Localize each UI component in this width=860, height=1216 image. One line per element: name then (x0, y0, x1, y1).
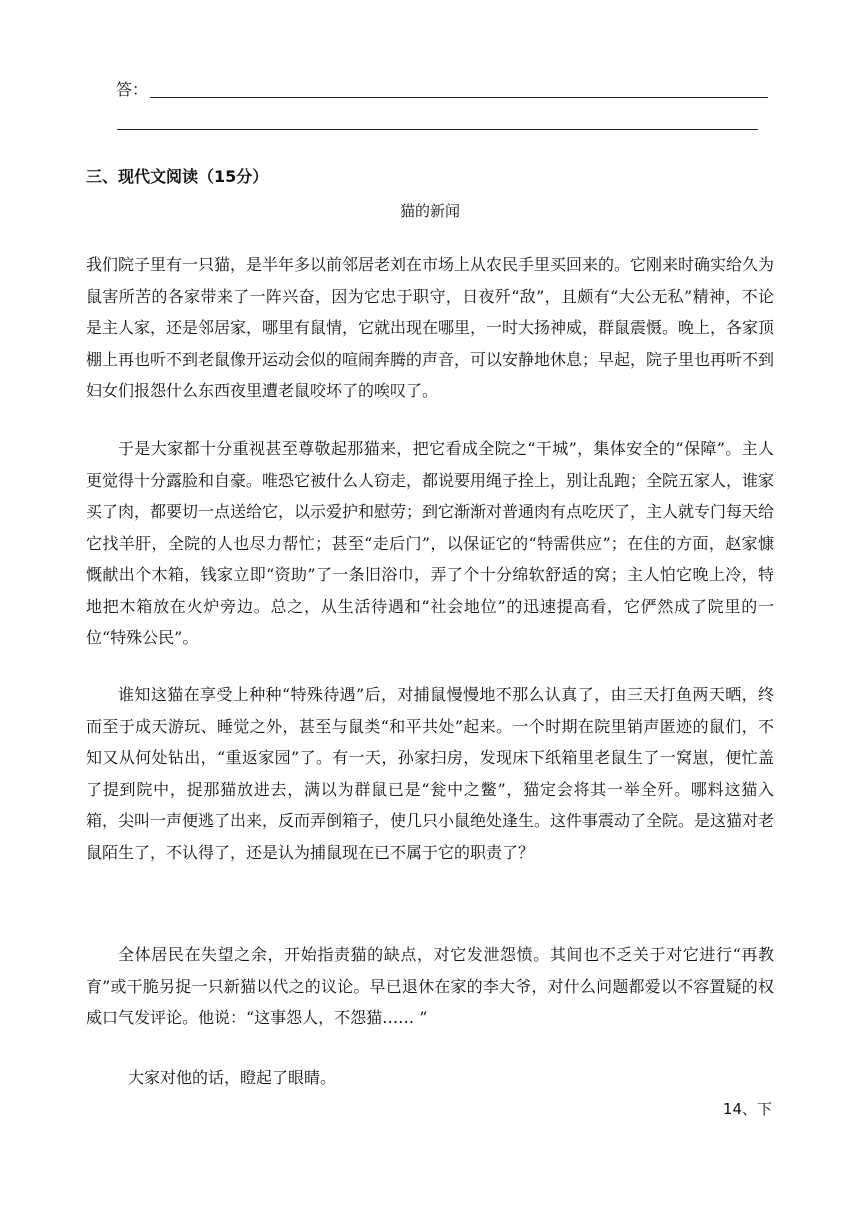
article-paragraph-4: 全体居民在失望之余，开始指责猫的缺点，对它发泄怨愤。其间也不乏关于对它进行“再教育”或干脆另捉一只新猫以代之的议论。早已退休在家的李大爷，对什么问题都爱以不容置疑的权威口气发评论。他说：“这事怨人，不怨猫…… ” (86, 945, 774, 1027)
article-paragraph-5: 大家对他的话，瞪起了眼睛。 (128, 1068, 337, 1087)
answer-line[interactable] (150, 97, 768, 98)
section-heading: 三、现代文阅读（15分） (86, 167, 269, 186)
answer-label: 答： (116, 80, 149, 99)
article-paragraph-3: 谁知这猫在享受上种种“特殊待遇”后，对捕鼠慢慢地不那么认真了，由三天打鱼两天晒，终而至于成天游玩、睡觉之外，甚至与鼠类“和平共处”起来。一个时期在院里销声匿迹的鼠们，不知又从何处钻出，“重返家园”了。有一天，孙家扫房，发现床下纸箱里老鼠生了一窝崽，便忙盖了提到院中，捉那猫放进去，满以为群鼠已是“瓮中之鳖”，猫定会将其一举全歼。哪料这猫入箱，尖叫一声便逃了出来，反而弄倒箱子，使几只小鼠绝处逢生。这件事震动了全院。是这猫对老鼠陌生了，不认得了，还是认为捕鼠现在已不属于它的职责了？ (86, 685, 775, 862)
article-paragraph-2: 于是大家都十分重视甚至尊敬起那猫来，把它看成全院之“干城”，集体安全的“保障”。主人更觉得十分露脸和自豪。唯恐它被什么人窃走，都说要用绳子拴上，别让乱跑；全院五家人，谁家买了肉，都要切一点送给它，以示爱护和慰劳；到它渐渐对普通肉有点吃厌了，主人就专门每天给它找羊肝，全院的人也尽力帮忙；甚至“走后门”，以保证它的“特需供应”；在住的方面，赵家慷慨献出个木箱，钱家立即“资助”了一条旧浴巾，弄了个十分绵软舒适的窝；主人怕它晚上冷，特地把木箱放在火炉旁边。总之，从生活待遇和“社会地位”的迅速提高看，它俨然成了院里的一位“特殊公民”。 (86, 439, 775, 647)
page-footer-label: 14、下 (722, 1100, 772, 1118)
answer-line-continuation[interactable] (117, 129, 758, 130)
article-title: 猫的新闻 (399, 202, 460, 220)
answer-row (116, 78, 768, 102)
article-paragraph-1: 我们院子里有一只猫，是半年多以前邻居老刘在市场上从农民手里买回来的。它刚来时确实给久为鼠害所苦的各家带来了一阵兴奋，因为它忠于职守，日夜歼“敌”，且颇有“大公无私”精神，不论是主人家，还是邻居家，哪里有鼠情，它就出现在哪里，一时大扬神威，群鼠震慑。晚上，各家顶棚上再也听不到老鼠像开运动会似的喧闹奔腾的声音，可以安静地休息；早起，院子里也再听不到妇女们报怨什么东西夜里遭老鼠咬坏了的唉叹了。 (86, 255, 775, 400)
